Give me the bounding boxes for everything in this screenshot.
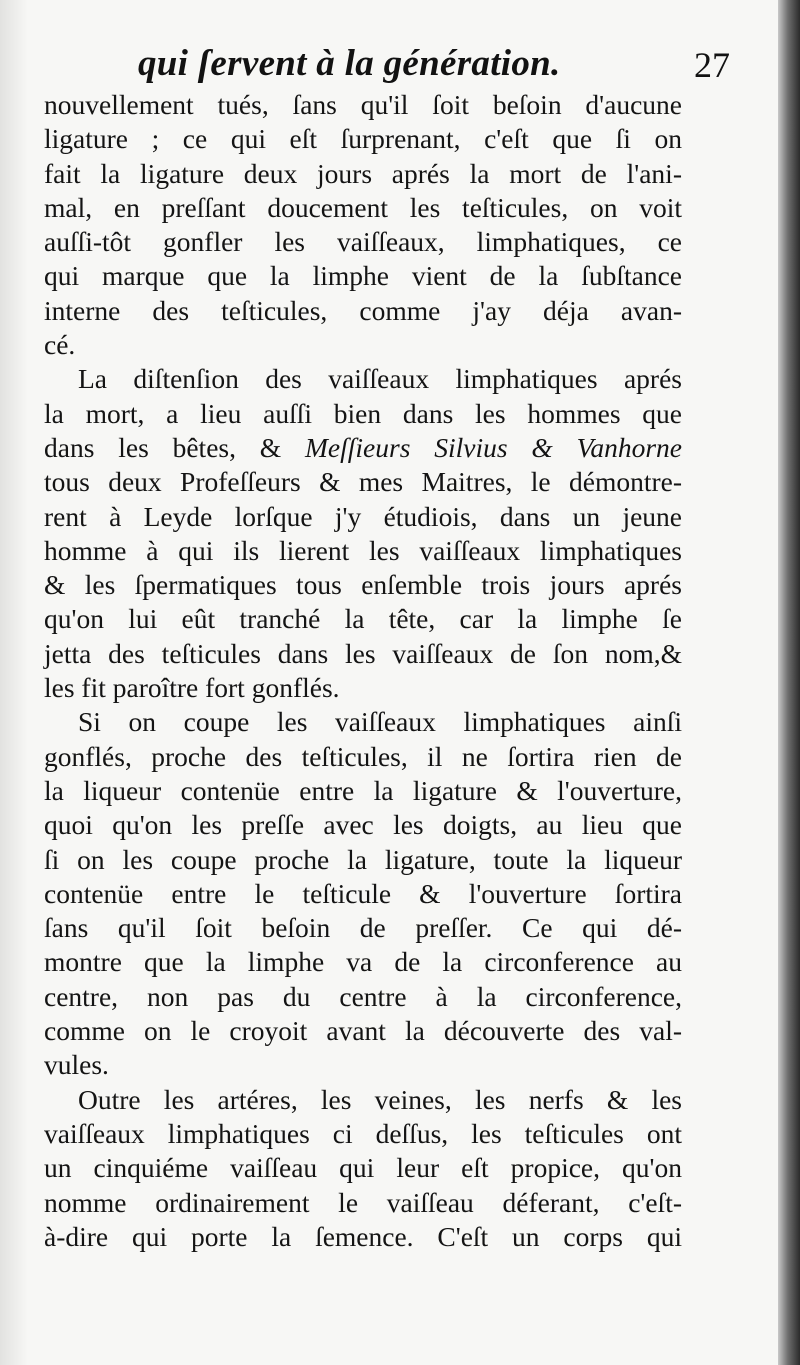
page-number: 27 bbox=[694, 45, 730, 85]
text-line: & les ſpermatiques tous enſemble trois jours aprés bbox=[44, 569, 682, 601]
running-title: qui ſervent à la génération. bbox=[138, 43, 561, 84]
text-line: contenüe entre le teſticule & l'ouverture ſortira bbox=[44, 877, 682, 909]
paragraph bbox=[44, 362, 682, 705]
text-line: qui marque que la limphe vient de la ſubſtance bbox=[44, 260, 682, 292]
text-line: fait la ligature deux jours aprés la mort de l'ani- bbox=[44, 157, 682, 189]
text-line: nomme ordinairement le vaiſſeau déferant, c'eſt- bbox=[44, 1186, 682, 1218]
text-line: ligature ; ce qui eſt ſurprenant, c'eſt que ſi on bbox=[44, 123, 682, 155]
text-line: la liqueur contenüe entre la ligature & l'ouverture, bbox=[44, 774, 682, 806]
paragraph bbox=[44, 705, 682, 1082]
scanned-page-edge bbox=[778, 0, 800, 1365]
paragraph bbox=[44, 1083, 682, 1254]
text-line: homme à qui ils lierent les vaiſſeaux limphatiques bbox=[44, 534, 682, 566]
text-line: montre que la limphe va de la circonference au bbox=[44, 946, 682, 978]
text-line: interne des teſticules, comme j'ay déja avan- bbox=[44, 294, 682, 326]
text-line: quoi qu'on les preſſe avec les doigts, au lieu que bbox=[44, 809, 682, 841]
text-line: les fit paroître fort gonflés. bbox=[44, 672, 340, 704]
text-line: Outre les artéres, les veines, les nerfs & les bbox=[78, 1083, 682, 1115]
text-line: tous deux Profeſſeurs & mes Maitres, le démontre- bbox=[44, 466, 682, 498]
running-head bbox=[40, 38, 740, 94]
text-line: ſans qu'il ſoit beſoin de preſſer. Ce qui dé- bbox=[44, 912, 682, 944]
text-line: qu'on lui eût tranché la tête, car la limphe ſe bbox=[44, 603, 682, 635]
text-line: nouvellement tués, ſans qu'il ſoit beſoin d'aucune bbox=[44, 89, 682, 120]
italic-names: Meſſieurs Silvius & Vanhorne bbox=[305, 431, 682, 463]
text-line: ſi on les coupe proche la ligature, toute la liqueur bbox=[44, 843, 682, 875]
gutter-shadow bbox=[0, 0, 28, 1365]
text-line: mal, en preſſant doucement les teſticules, on voit bbox=[44, 191, 682, 223]
text-line: la mort, a lieu auſſi bien dans les hommes que bbox=[44, 397, 682, 429]
text-line: vaiſſeaux limphatiques ci deſſus, les teſticules ont bbox=[44, 1117, 682, 1149]
text-line: jetta des teſticules dans les vaiſſeaux de ſon nom,& bbox=[44, 637, 682, 669]
text-line: comme on le croyoit avant la découverte des val- bbox=[44, 1015, 682, 1047]
text-line: gonflés, proche des teſticules, il ne ſortira rien de bbox=[44, 740, 682, 772]
text-line: à-dire qui porte la ſemence. C'eſt un corps qui bbox=[44, 1220, 682, 1252]
text-line: vules. bbox=[44, 1049, 109, 1081]
text-line: un cinquiéme vaiſſeau qui leur eſt propice, qu'on bbox=[44, 1152, 682, 1184]
paragraph bbox=[44, 88, 682, 362]
text-run: dans les bêtes, & bbox=[44, 431, 306, 463]
body-text bbox=[44, 88, 682, 1254]
text-line: La diſtenſion des vaiſſeaux limphatiques aprés bbox=[78, 363, 682, 395]
text-line bbox=[44, 431, 682, 465]
text-line: auſſi-tôt gonfler les vaiſſeaux, limphatiques, ce bbox=[44, 226, 682, 258]
text-line: cé. bbox=[44, 329, 76, 361]
text-line: Si on coupe les vaiſſeaux limphatiques ainſi bbox=[78, 706, 682, 738]
text-line: centre, non pas du centre à la circonference, bbox=[44, 980, 682, 1012]
text-line: rent à Leyde lorſque j'y étudiois, dans un jeune bbox=[44, 500, 682, 532]
